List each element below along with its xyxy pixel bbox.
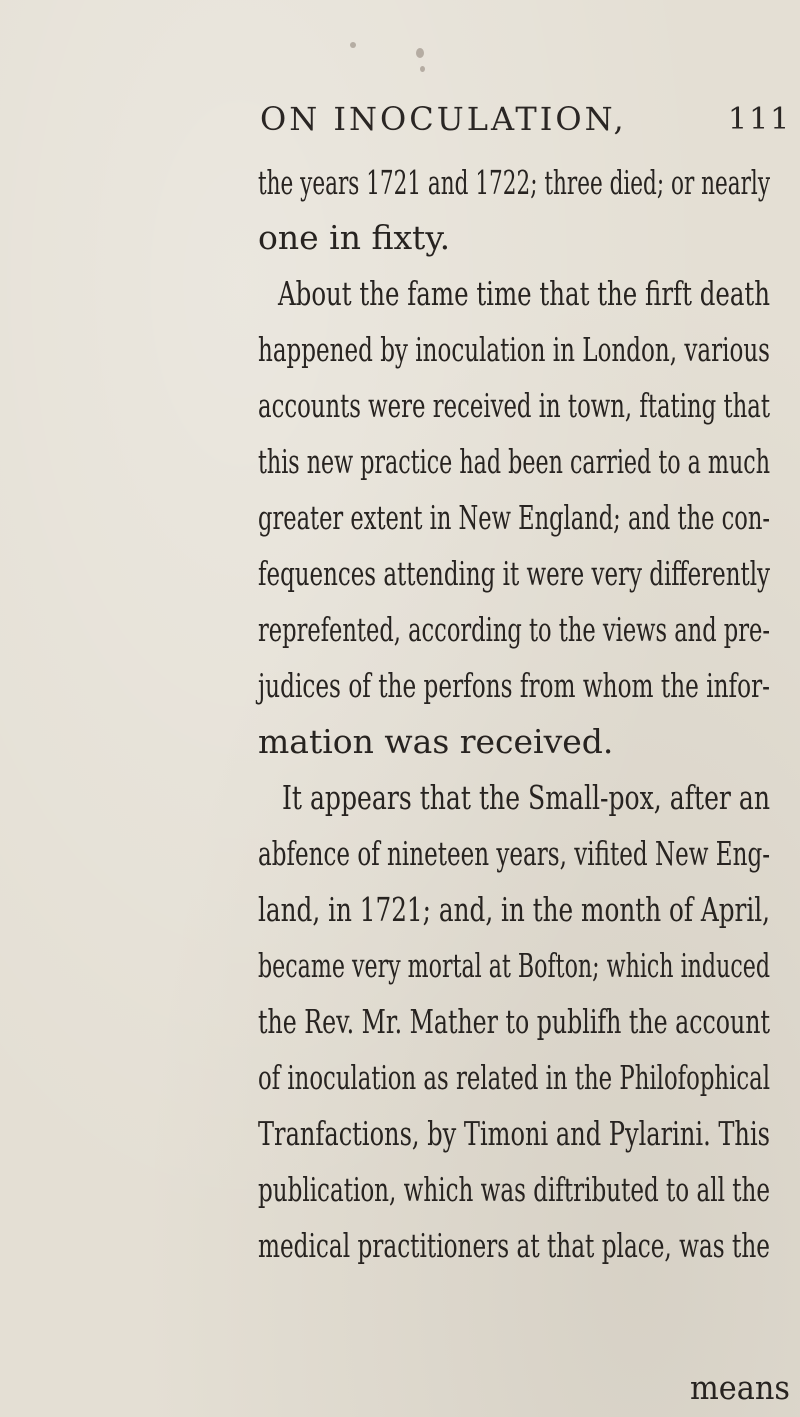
text-line: abfence of nineteen years, vifited New Eng- [258, 834, 770, 873]
text-line: of inoculation as related in the Philofophical [258, 1058, 770, 1097]
text-line: reprefented, according to the views and pre- [258, 610, 770, 649]
text-line: medical practitioners at that place, was the [258, 1226, 770, 1265]
text-line: this new practice had been carried to a much [258, 442, 770, 481]
text-line: became very mortal at Bofton; which induced [258, 946, 770, 985]
text-line: the years 1721 and 1722; three died; or nearly [258, 163, 770, 202]
catchword: means [690, 1368, 790, 1407]
text-line: one in fixty. [258, 218, 451, 257]
text-line: fequences attending it were very differently [258, 554, 770, 593]
text-line: publication, which was diftributed to all the [258, 1170, 770, 1209]
paper-speck [350, 42, 356, 48]
text-line: the Rev. Mr. Mather to publifh the account [258, 1002, 770, 1041]
text-line: accounts were received in town, ftating that [258, 386, 770, 425]
text-line: greater extent in New England; and the con- [258, 498, 770, 537]
text-line: It appears that the Small-pox, after an [282, 778, 770, 817]
text-line: mation was received. [258, 722, 614, 761]
paper-speck [416, 48, 424, 58]
page-number: 111 [728, 102, 792, 137]
paper-speck [420, 66, 425, 72]
text-line: About the fame time that the firft death [278, 274, 770, 313]
text-line: judices of the perfons from whom the infor- [258, 666, 770, 705]
text-line: happened by inoculation in London, various [258, 330, 770, 369]
running-title: ON INOCULATION, [260, 100, 627, 138]
text-line: land, in 1721; and, in the month of April, [258, 890, 770, 929]
text-line: Tranfactions, by Timoni and Pylarini. This [258, 1114, 770, 1153]
